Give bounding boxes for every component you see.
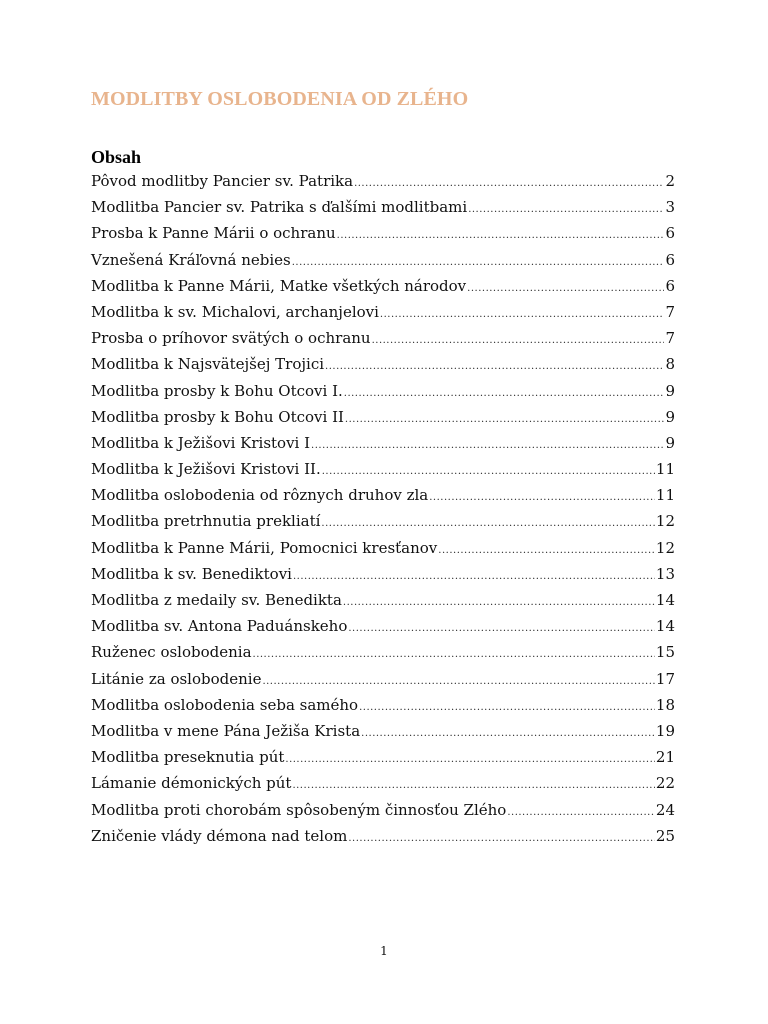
toc-entry-page: 13 — [655, 564, 675, 583]
toc-entry-page: 9 — [665, 433, 675, 452]
toc-dot-leader — [467, 276, 664, 302]
toc-entry-page: 12 — [655, 512, 675, 531]
table-of-contents — [91, 168, 675, 849]
toc-dot-leader — [285, 747, 655, 773]
toc-entry-label: Modlitba preseknutia pút — [91, 748, 285, 767]
toc-entry[interactable] — [91, 535, 675, 561]
toc-entry[interactable] — [91, 299, 675, 325]
toc-entry-label: Modlitba k sv. Michalovi, archanjelovi — [91, 302, 379, 321]
toc-dot-leader — [429, 485, 655, 511]
toc-entry-label: Modlitba prosby k Bohu Otcovi I. — [91, 381, 343, 400]
toc-entry-label: Lámanie démonických pút — [91, 774, 292, 793]
toc-entry-label: Modlitba prosby k Bohu Otcovi II — [91, 407, 344, 426]
toc-dot-leader — [344, 381, 665, 407]
toc-entry-label: Modlitba k Ježišovi Kristovi II. — [91, 460, 321, 479]
toc-entry-page: 2 — [665, 172, 675, 190]
toc-dot-leader — [348, 616, 655, 642]
toc-entry-label: Modlitba Pancier sv. Patrika s ďalšími modlitbami — [91, 198, 468, 217]
toc-entry-page: 11 — [655, 486, 675, 505]
toc-entry-label: Modlitba k sv. Benediktovi — [91, 564, 292, 583]
toc-dot-leader — [380, 302, 665, 328]
toc-entry-page: 8 — [665, 355, 675, 374]
toc-entry-page: 15 — [655, 643, 675, 662]
toc-entry-label: Modlitba oslobodenia od rôznych druhov zla — [91, 486, 429, 505]
toc-entry-page: 21 — [655, 748, 675, 767]
document-title: MODLITBY OSLOBODENIA OD ZLÉHO — [91, 88, 469, 110]
toc-entry-page: 12 — [655, 538, 675, 557]
toc-entry-label: Modlitba sv. Antona Paduánskeho — [91, 617, 348, 636]
toc-entry-label: Modlitba k Najsvätejšej Trojici — [91, 355, 325, 374]
toc-entry-page: 19 — [655, 721, 675, 740]
toc-heading: Obsah — [91, 147, 142, 167]
toc-dot-leader — [343, 590, 655, 616]
toc-dot-leader — [359, 695, 655, 721]
page-number: 1 — [380, 944, 388, 958]
toc-dot-leader — [293, 564, 655, 590]
toc-entry[interactable] — [91, 351, 675, 377]
toc-dot-leader — [337, 223, 665, 249]
toc-entry-label: Litánie za oslobodenie — [91, 669, 262, 688]
toc-entry-page: 24 — [655, 800, 675, 819]
toc-entry-page: 22 — [655, 774, 675, 793]
toc-dot-leader — [468, 197, 664, 223]
toc-entry[interactable] — [91, 561, 675, 587]
toc-entry-label: Pôvod modlitby Pancier sv. Patrika — [91, 172, 354, 190]
toc-dot-leader — [438, 538, 655, 564]
toc-entry[interactable] — [91, 718, 675, 744]
toc-entry[interactable] — [91, 194, 675, 220]
toc-entry-label: Ruženec oslobodenia — [91, 643, 252, 662]
toc-entry-page: 9 — [665, 381, 675, 400]
toc-entry-page: 7 — [665, 329, 675, 348]
toc-entry-label: Prosba o príhovor svätých o ochranu — [91, 329, 371, 348]
toc-entry-page: 6 — [665, 250, 675, 269]
toc-entry[interactable] — [91, 587, 675, 613]
toc-entry[interactable] — [91, 823, 675, 849]
toc-dot-leader — [361, 721, 655, 747]
toc-entry-page: 17 — [655, 669, 675, 688]
toc-dot-leader — [507, 800, 655, 826]
toc-entry[interactable] — [91, 168, 675, 194]
toc-entry-label: Modlitba k Ježišovi Kristovi I — [91, 433, 311, 452]
toc-entry[interactable] — [91, 220, 675, 246]
toc-entry-label: Modlitba oslobodenia seba samého — [91, 695, 359, 714]
toc-entry-page: 11 — [655, 460, 675, 479]
toc-entry[interactable] — [91, 797, 675, 823]
toc-dot-leader — [348, 826, 655, 852]
toc-entry-page: 3 — [665, 198, 675, 217]
toc-entry[interactable] — [91, 666, 675, 692]
toc-dot-leader — [345, 407, 665, 433]
toc-entry-page: 7 — [665, 302, 675, 321]
toc-entry-label: Modlitba k Panne Márii, Matke všetkých národov — [91, 276, 467, 295]
toc-entry-label: Modlitba v mene Pána Ježiša Krista — [91, 721, 361, 740]
toc-entry-label: Zničenie vlády démona nad telom — [91, 826, 348, 845]
toc-entry[interactable] — [91, 482, 675, 508]
toc-entry-label: Prosba k Panne Márii o ochranu — [91, 224, 336, 243]
toc-entry[interactable] — [91, 613, 675, 639]
toc-entry-label: Modlitba k Panne Márii, Pomocnici kresťanov — [91, 538, 438, 557]
toc-entry[interactable] — [91, 247, 675, 273]
toc-entry-label: Modlitba pretrhnutia prekliatí — [91, 512, 321, 531]
toc-dot-leader — [311, 433, 664, 459]
toc-entry-label: Modlitba z medaily sv. Benedikta — [91, 591, 342, 609]
toc-dot-leader — [253, 642, 655, 668]
toc-entry-label: Vznešená Kráľovná nebies — [91, 250, 291, 269]
toc-entry-page: 14 — [655, 617, 675, 636]
toc-entry[interactable] — [91, 508, 675, 534]
toc-entry-page: 6 — [665, 224, 675, 243]
toc-entry-page: 14 — [655, 591, 675, 609]
toc-entry[interactable] — [91, 770, 675, 796]
toc-entry[interactable] — [91, 744, 675, 770]
toc-entry-page: 6 — [665, 276, 675, 295]
toc-entry[interactable] — [91, 325, 675, 351]
toc-entry[interactable] — [91, 273, 675, 299]
toc-entry-page: 18 — [655, 695, 675, 714]
toc-entry[interactable] — [91, 456, 675, 482]
toc-dot-leader — [372, 328, 665, 354]
toc-entry-page: 25 — [655, 826, 675, 845]
toc-entry-page: 9 — [665, 407, 675, 426]
toc-entry[interactable] — [91, 692, 675, 718]
toc-entry[interactable] — [91, 639, 675, 665]
toc-entry[interactable] — [91, 404, 675, 430]
toc-dot-leader — [325, 354, 664, 380]
toc-entry[interactable] — [91, 378, 675, 404]
toc-entry-label: Modlitba proti chorobám spôsobeným činnosťou Zlého — [91, 800, 507, 819]
toc-entry[interactable] — [91, 430, 675, 456]
